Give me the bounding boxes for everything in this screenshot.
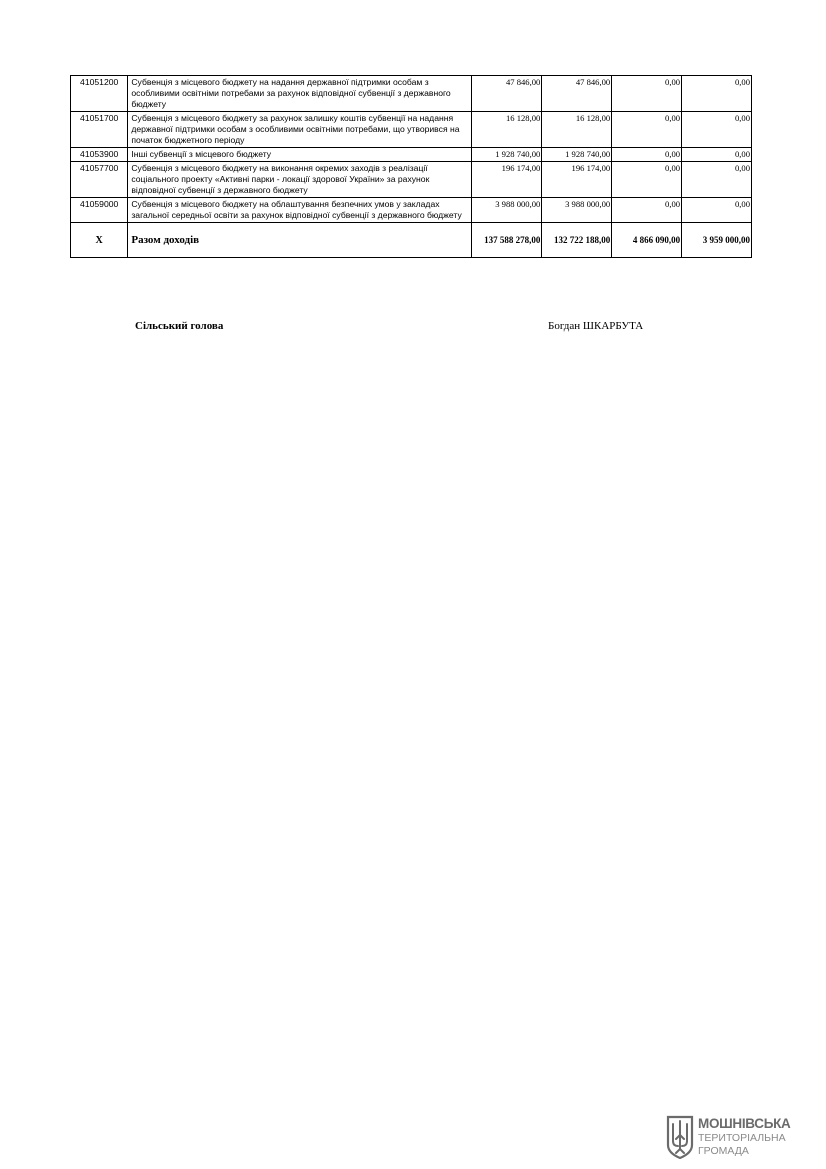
row-name: Субвенція з місцевого бюджету за рахунок залишку коштів субвенції на надання державної підтримки особам з особливими освітніми потребами, що утворився на початок бюджетного періоду xyxy=(128,112,472,148)
trident-emblem-icon xyxy=(666,1115,694,1159)
row-general-fund: 16 128,00 xyxy=(542,112,612,148)
row-code: 41057700 xyxy=(71,162,128,198)
community-logo xyxy=(666,1115,811,1161)
table-row xyxy=(71,148,752,162)
logo-text-line2: ТЕРИТОРІАЛЬНА xyxy=(698,1132,786,1144)
row-name: Субвенція з місцевого бюджету на виконання окремих заходів з реалізації соціального проекту «Активні парки - локації здорової України» за рахунок відповідної субвенції з державного бюджету xyxy=(128,162,472,198)
row-development-budget: 0,00 xyxy=(682,112,752,148)
row-total: 16 128,00 xyxy=(472,112,542,148)
row-general-fund: 1 928 740,00 xyxy=(542,148,612,162)
logo-text-line1: МОШНІВСЬКА xyxy=(698,1116,791,1131)
row-total: 196 174,00 xyxy=(472,162,542,198)
row-special-fund: 0,00 xyxy=(612,112,682,148)
revenue-table xyxy=(70,75,752,258)
row-development-budget: 0,00 xyxy=(682,162,752,198)
total-row xyxy=(71,223,752,258)
row-code: 41051700 xyxy=(71,112,128,148)
total-development-budget: 3 959 000,00 xyxy=(682,223,752,258)
row-total: 1 928 740,00 xyxy=(472,148,542,162)
row-code: 41051200 xyxy=(71,76,128,112)
row-special-fund: 0,00 xyxy=(612,148,682,162)
row-total: 3 988 000,00 xyxy=(472,198,542,223)
table-row xyxy=(71,198,752,223)
total-sum: 137 588 278,00 xyxy=(472,223,542,258)
row-special-fund: 0,00 xyxy=(612,162,682,198)
row-general-fund: 196 174,00 xyxy=(542,162,612,198)
row-development-budget: 0,00 xyxy=(682,148,752,162)
row-total: 47 846,00 xyxy=(472,76,542,112)
row-code: 41059000 xyxy=(71,198,128,223)
signatory-name: Богдан ШКАРБУТА xyxy=(548,320,644,332)
table-row xyxy=(71,76,752,112)
row-development-budget: 0,00 xyxy=(682,198,752,223)
row-development-budget: 0,00 xyxy=(682,76,752,112)
total-general-fund: 132 722 188,00 xyxy=(542,223,612,258)
row-general-fund: 3 988 000,00 xyxy=(542,198,612,223)
row-name: Субвенція з місцевого бюджету на облаштування безпечних умов у закладах загальної середньої освіти за рахунок відповідної субвенції з державного бюджету xyxy=(128,198,472,223)
total-special-fund: 4 866 090,00 xyxy=(612,223,682,258)
row-general-fund: 47 846,00 xyxy=(542,76,612,112)
total-code: X xyxy=(71,223,128,258)
row-code: 41053900 xyxy=(71,148,128,162)
row-name: Субвенція з місцевого бюджету на надання державної підтримки особам з особливими освітніми потребами за рахунок відповідної субвенції з державного бюджету xyxy=(128,76,472,112)
table-row xyxy=(71,162,752,198)
logo-text-line3: ГРОМАДА xyxy=(698,1145,749,1157)
signatory-title: Сільський голова xyxy=(135,320,224,332)
table-row xyxy=(71,112,752,148)
row-name: Інші субвенції з місцевого бюджету xyxy=(128,148,472,162)
row-special-fund: 0,00 xyxy=(612,198,682,223)
row-special-fund: 0,00 xyxy=(612,76,682,112)
total-label: Разом доходів xyxy=(128,223,472,258)
